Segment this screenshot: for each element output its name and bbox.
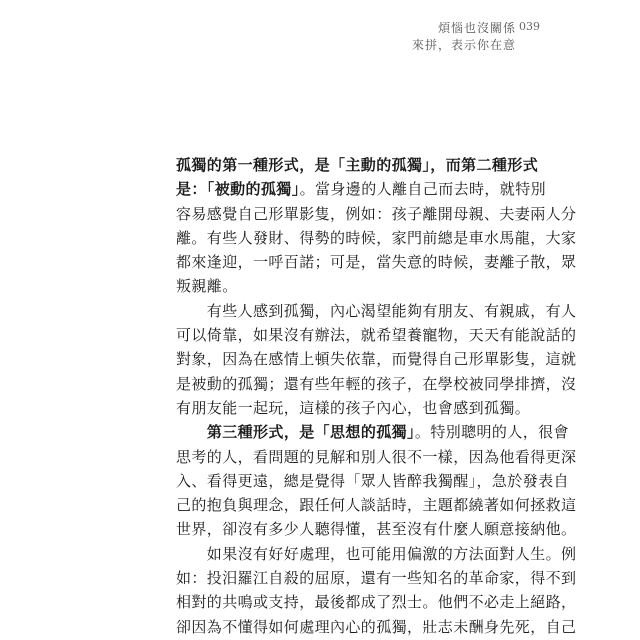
text-span: 己的抱負與理念，跟任何人談話時，主題都繞著如何拯救這 [176,496,577,515]
text-span: 入、看得更遠，總是覺得「眾人皆醉我獨醒」，急於發表自 [176,471,569,490]
paragraph [176,153,577,299]
text-line [176,615,577,639]
text-line [176,323,577,347]
text-line [176,274,487,298]
running-header [412,20,516,54]
text-span: 。特別聰明的人，很會 [414,423,569,442]
bold-text-span: 第三種形式，是「思想的孤獨」 [206,423,415,442]
text-line [176,250,577,274]
text-span: 離。有些人發財、得勢的時候，家門前總是車水馬龍，大家 [176,228,577,247]
running-header-title: 煩惱也沒關係 [437,21,516,35]
text-span: 叛親離。 [176,277,238,296]
text-span: 是被動的孤獨；還有些年輕的孩子，在學校被同學排擠，沒 [176,374,577,393]
text-line [176,542,577,566]
page-number: 039 [519,20,540,33]
text-line [176,493,577,517]
text-line [176,469,569,493]
text-span: 可以倚靠，如果沒有辦法，就希望養寵物，天天有能說話的 [176,326,577,345]
text-line [176,396,531,420]
text-span: 有些人感到孤獨，內心渴望能夠有朋友、有親戚，有人 [176,301,577,320]
bold-text-span: 孤獨的第一種形式，是「主動的孤獨」，而第二種形式 [176,156,539,174]
text-span: 相對的共鳴或支持，最後都成了烈士。他們不必走上絕路， [176,593,577,612]
body-text [176,153,577,639]
text-span: 思考的人，看問題的見解和別人很不一樣，因為他看得更深 [176,447,577,466]
text-span: 如果沒有好好處理，也可能用偏激的方法面對人生。例 [176,544,577,563]
text-line [176,153,539,177]
paragraph [176,542,577,639]
text-line [176,226,577,250]
text-line [176,566,577,590]
text-line [176,202,577,226]
text-span: 如：投汨羅江自殺的屈原，還有一些知名的革命家，得不到 [176,569,577,588]
text-line [176,420,569,444]
text-span: 容易感覺自己形單影隻，例如：孩子離開母親、夫妻兩人分 [176,204,577,223]
text-line [176,517,577,541]
bold-text-span: 是：「被動的孤獨」 [176,180,300,199]
text-span: 世界，卻沒有多少人聽得懂，甚至沒有什麼人願意接納他。 [176,520,577,539]
paragraph [176,420,577,541]
text-line [176,177,547,201]
text-line [176,372,577,396]
text-span: 都來逢迎，一呼百諾；可是，當失意的時候，妻離子散，眾 [176,253,577,272]
text-span: 卻因為不懂得如何處理內心的孤獨，壯志未酬身先死，自己 [176,617,577,636]
running-header-subtitle: 來拼，表示你在意 [411,38,516,52]
text-line [176,445,577,469]
text-span: 有朋友能一起玩，這樣的孩子內心，也會感到孤獨。 [176,398,531,417]
text-span: 。當身邊的人離自己而去時，就特別 [299,180,547,199]
text-span [176,423,207,441]
text-line [176,347,577,371]
text-span: 對象，因為在感情上頓失依靠，而覺得自己形單影隻，這就 [176,350,577,369]
text-line [176,299,577,323]
paragraph [176,299,577,420]
text-line [176,590,577,614]
